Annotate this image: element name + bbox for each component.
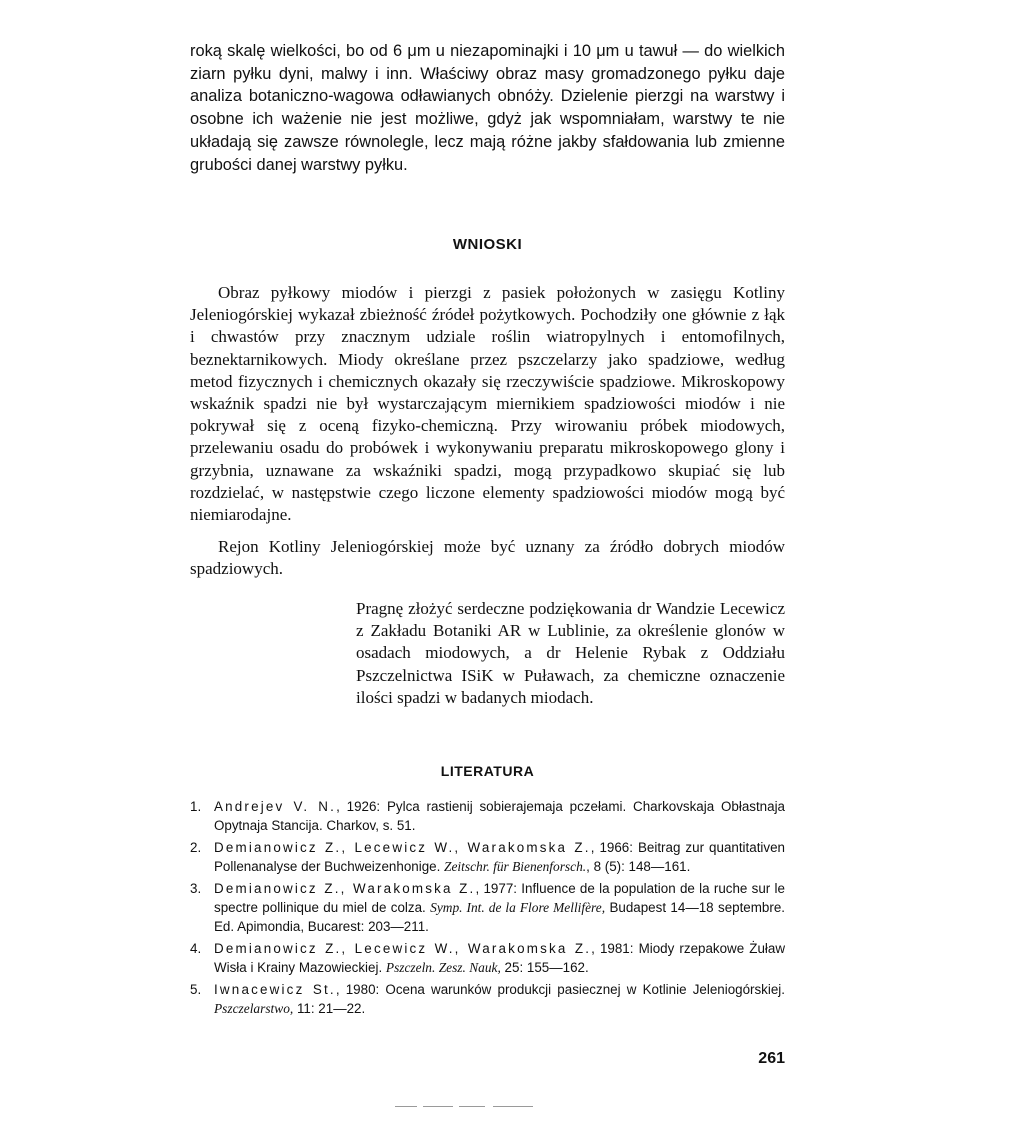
reference-author: Demianowicz Z., Warakomska Z. xyxy=(214,881,476,897)
reference-journal: Pszczeln. Zesz. Nauk, xyxy=(385,959,501,975)
reference-author: Demianowicz Z., Lecewicz W., Warakomska Z. xyxy=(214,840,591,856)
reference-details: Budapest 14—18 septembre. Ed. Apimondia, Bucarest: 203—211. xyxy=(214,899,785,934)
reference-text: , 1981: Miody rzepakowe Żuław Wisła i Krainy Mazowieckiej. xyxy=(214,941,785,975)
scan-artifact-divider xyxy=(395,1106,555,1108)
conclusions-paragraph-2: Rejon Kotliny Jeleniogórskiej może być uznany za źródło dobrych miodów spadziowych. xyxy=(190,537,785,579)
reference-author: Andrejev V. N. xyxy=(214,799,337,814)
reference-author: Iwnacewicz St. xyxy=(214,982,336,998)
reference-details: 25: 155—162. xyxy=(500,959,589,975)
reference-number: 3. xyxy=(190,881,202,897)
reference-journal: Zeitschr. für Bienenforsch. xyxy=(444,858,587,874)
reference-journal: Symp. Int. de la Flore Mellifère, xyxy=(430,899,606,915)
reference-list xyxy=(190,798,785,1023)
acknowledgement-paragraph: Pragnę złożyć serdeczne podziękowania dr Wandzie Lecewicz z Zakładu Botaniki AR w Lublinie, za określenie glonów w osadach miodowych, a dr Helenie Rybak z Oddziału Pszczelnictwa ISiK w Puławach, za chemiczne oznaczenie ilości spadzi w badanych miodach. xyxy=(356,599,785,707)
reference-item xyxy=(190,839,785,876)
reference-author: Demianowicz Z., Lecewicz W., Warakomska Z. xyxy=(214,941,592,957)
conclusions-paragraph-1: Obraz pyłkowy miodów i pierzgi z pasiek położonych w zasięgu Kotliny Jeleniogórskiej wykazał zbieżność źródeł pożytkowych. Pochodziły one głównie z łąk i chwastów przy znacznym udziale roślin wiatropylnych i entomofilnych, beznektarnikowych. Miody określane przez pszczelarzy jako spadziowe, według metod fizycznych i chemicznych okazały się rzeczywiście spadziowe. Mikroskopowy wskaźnik spadzi nie był wystarczającym miernikiem spadziowości miodów i nie pokrywał się z oceną fizyko-chemiczną. Przy wirowaniu próbek miodowych, przelewaniu osadu do probówek i wykonywaniu preparatu mikroskopowego glony i grzybnia, uznawane za wskaźniki spadzi, mogą przypadkowo skupiać się lub rozdzielać, w następstwie czego liczone elementy spadziowości miodów mogą być niemiarodajne. xyxy=(190,283,785,525)
reference-number: 2. xyxy=(190,840,202,856)
reference-text: , 1926: Pylca rastienij sobierajemaja pczełami. Charkovskaja Obłastnaja Opytnaja Stancija. Charkov, s. 51. xyxy=(214,799,785,833)
reference-text: , 1977: Influence de la population de la ruche sur le spectre pollinique du miel de colza. xyxy=(214,881,785,915)
reference-details: 11: 21—22. xyxy=(293,1000,366,1016)
reference-item xyxy=(190,981,785,1018)
reference-journal: Pszczelarstwo, xyxy=(214,1000,294,1016)
reference-item xyxy=(190,880,785,936)
reference-number: 4. xyxy=(190,941,202,957)
literature-heading: LITERATURA xyxy=(440,763,535,779)
page-number: 261 xyxy=(758,1050,785,1067)
reference-text: , 1966: Beitrag zur quantitativen Pollenanalyse der Buchweizenhonige. xyxy=(214,840,785,874)
reference-details: , 8 (5): 148—161. xyxy=(586,858,691,874)
conclusions-heading: WNIOSKI xyxy=(452,236,523,253)
continued-paragraph: roką skalę wielkości, bo od 6 μm u niezapominajki i 10 μm u tawuł — do wielkich ziarn pyłku dyni, malwy i inn. Właściwy obraz masy gromadzonego pyłku daje analiza botaniczno-wagowa odławianych obnóży. Dzielenie pierzgi na warstwy i osobne ich ważenie nie jest możliwe, gdyż jak wspomniałam, warstwy te nie układają się zawsze równolegle, lecz mają różne jakby sfałdowania lub zmienne grubości danej warstwy pyłku. xyxy=(190,42,785,174)
reference-item xyxy=(190,798,785,835)
reference-number: 1. xyxy=(190,799,202,814)
reference-text: , 1980: Ocena warunków produkcji pasiecznej w Kotlinie Jeleniogórskiej. xyxy=(335,982,785,998)
reference-number: 5. xyxy=(190,982,202,998)
reference-item xyxy=(190,940,785,977)
